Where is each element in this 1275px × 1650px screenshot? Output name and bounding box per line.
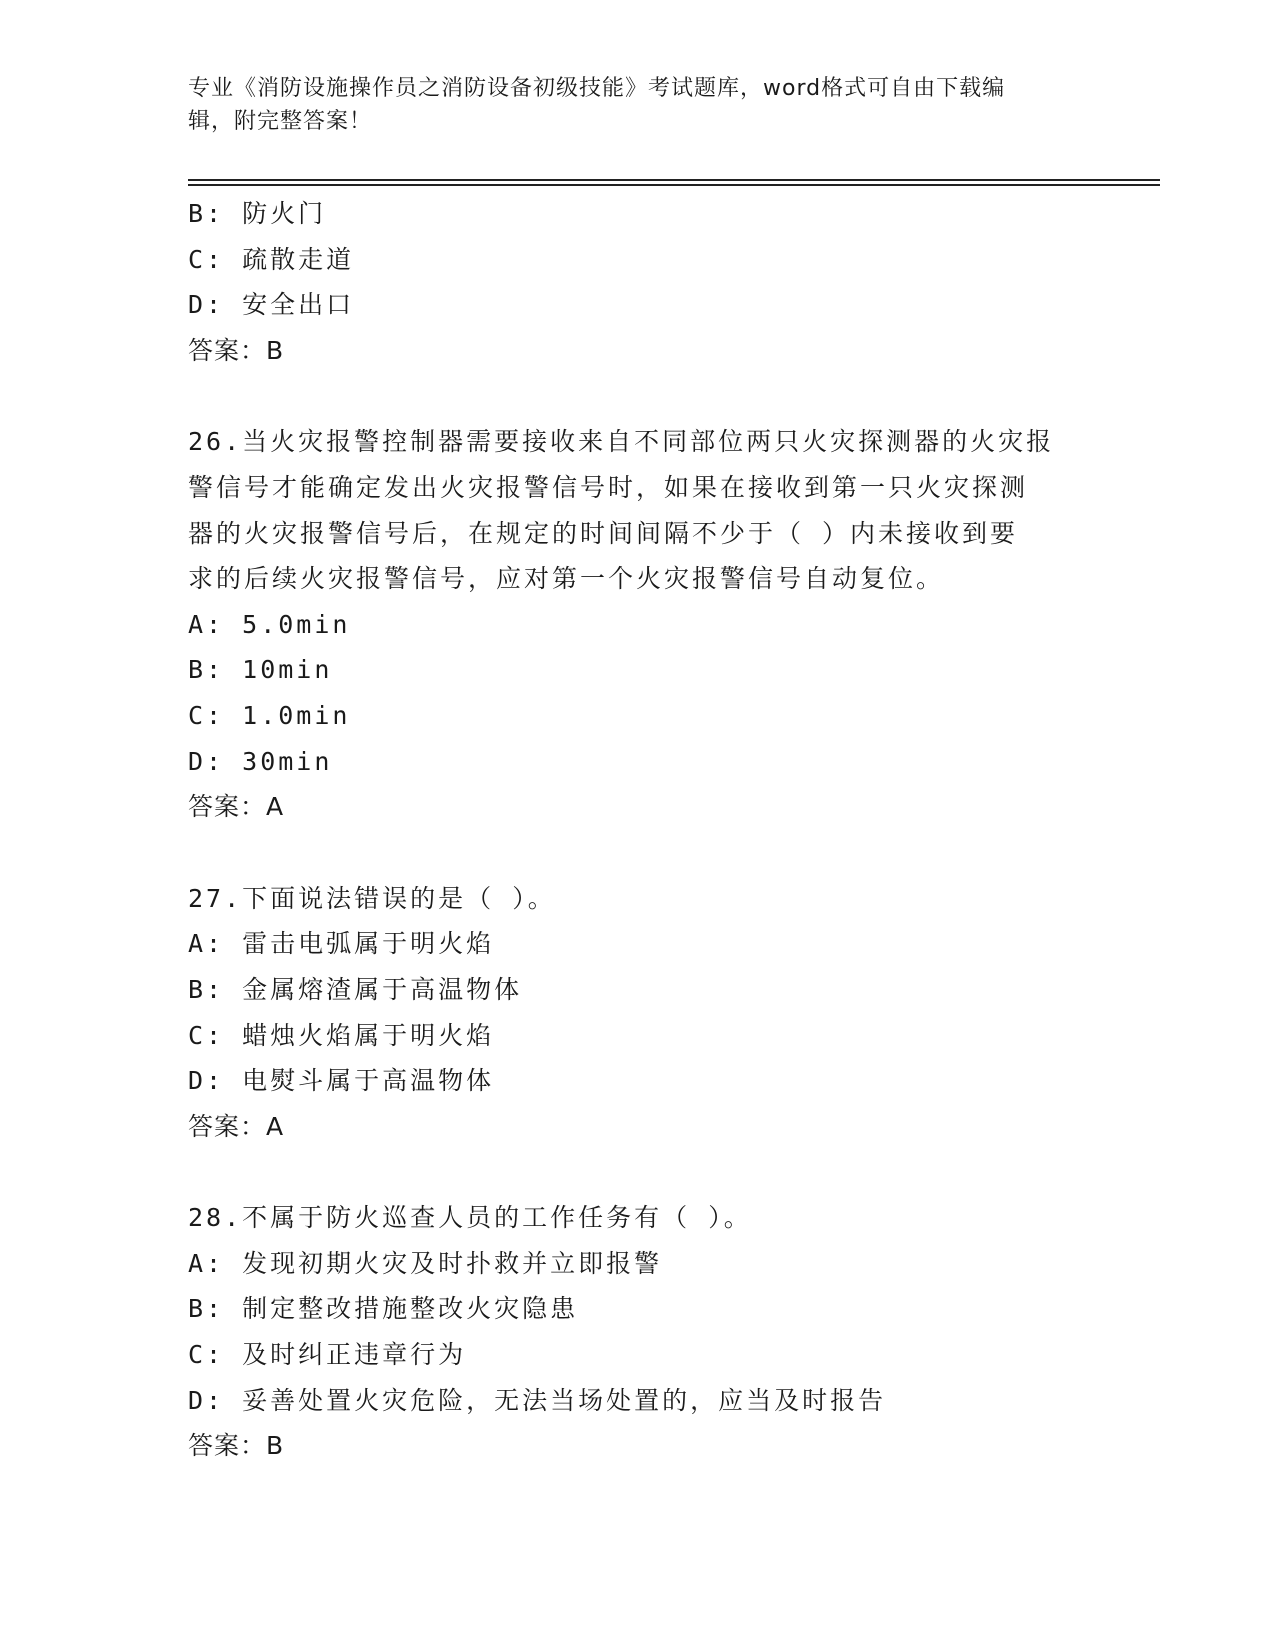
option-b: B: 防火门 [188,199,327,228]
question-text-line: 警信号才能确定发出火灾报警信号时，如果在接收到第一只火灾探测 [188,472,1029,502]
question-text: 28.不属于防火巡查人员的工作任务有（ ）。 [188,1203,752,1233]
option-a: A: 5.0min [188,609,351,639]
option-b: B: 金属熔渣属于高温物体 [188,974,523,1004]
answer-line: 答案：B [188,1431,285,1461]
question-27 [188,876,1088,1150]
question-text-line: 器的火灾报警信号后，在规定的时间间隔不少于（ ）内未接收到要 [188,518,1019,548]
document-header [188,72,1078,138]
question-28 [188,1195,1088,1469]
question-26 [188,419,1088,829]
question-text: 27.下面说法错误的是（ ）。 [188,883,556,913]
option-d: D: 电熨斗属于高温物体 [188,1066,495,1096]
option-a: A: 雷击电弧属于明火焰 [188,929,495,959]
question-text-line: 求的后续火灾报警信号，应对第一个火灾报警信号自动复位。 [188,564,945,594]
option-c: C: 疏散走道 [188,244,355,274]
option-c: C: 蜡烛火焰属于明火焰 [188,1020,495,1050]
option-d: D: 妥善处置火灾危险，无法当场处置的，应当及时报告 [188,1385,887,1415]
header-line-2: 辑，附完整答案！ [188,109,373,134]
question-text [188,419,1088,601]
answer-line: 答案：A [188,1111,285,1141]
header-divider-bottom [188,184,1160,186]
option-c: C: 及时纠正违章行为 [188,1340,467,1370]
answer-line: 答案：A [188,792,285,822]
header-line-1: 专业《消防设施操作员之消防设备初级技能》考试题库，word格式可自由下载编 [188,76,1006,101]
answer-line: 答案：B [188,335,285,365]
option-c: C: 1.0min [188,700,351,730]
question-25-tail [188,191,1088,373]
question-list [188,191,1088,1469]
header-divider-top [188,179,1160,181]
option-d: D: 30min [188,746,333,776]
option-b: B: 制定整改措施整改火灾隐患 [188,1294,579,1324]
option-a: A: 发现初期火灾及时扑救并立即报警 [188,1248,663,1278]
question-text-line: 26.当火灾报警控制器需要接收来自不同部位两只火灾探测器的火灾报 [188,427,1055,457]
option-d: D: 安全出口 [188,290,355,320]
option-b: B: 10min [188,655,333,685]
